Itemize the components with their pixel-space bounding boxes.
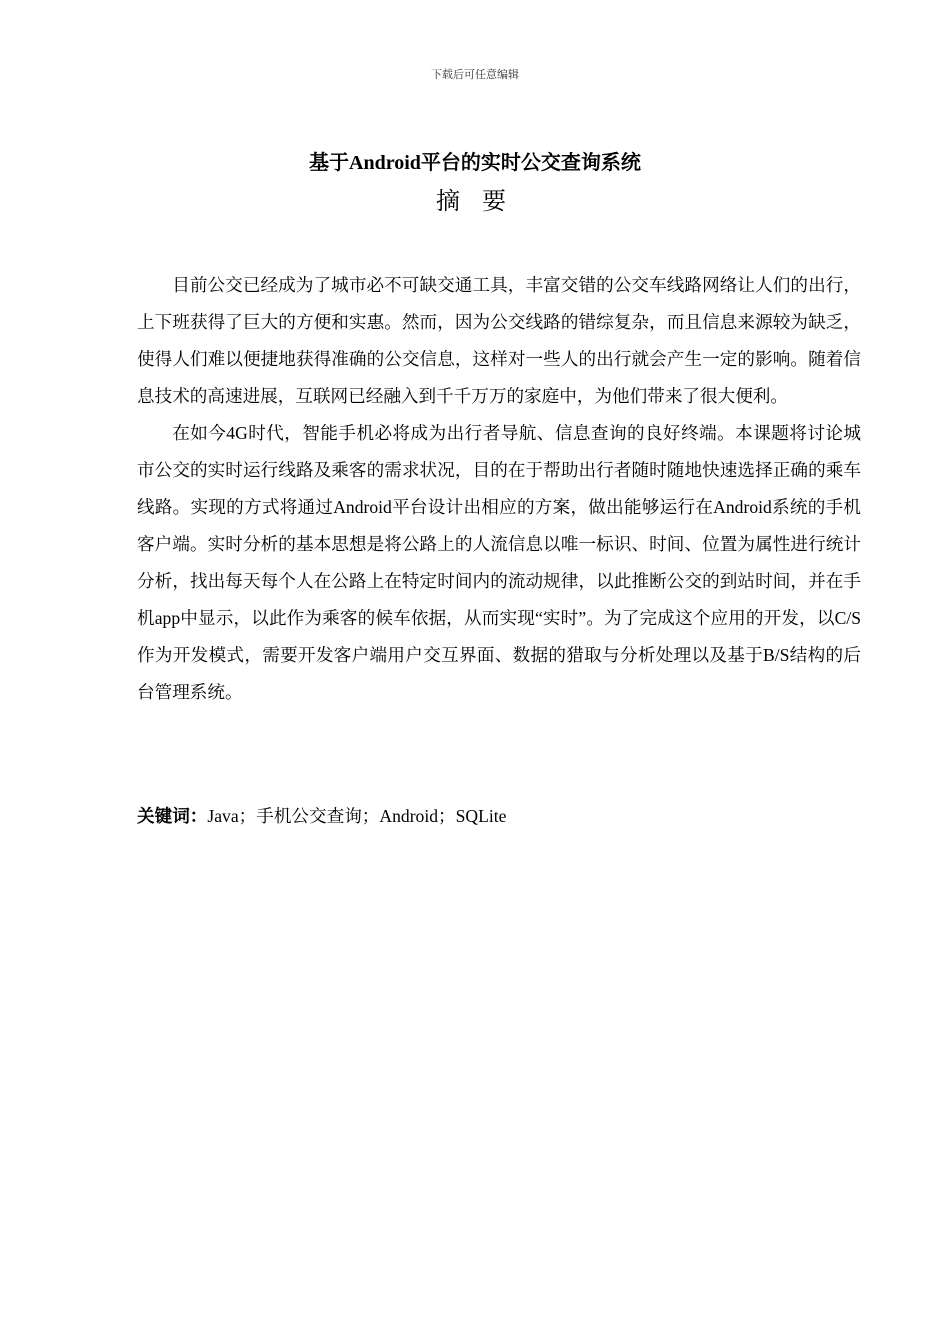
keywords-label: 关键词： (137, 806, 208, 826)
abstract-paragraph-2: 在如今4G时代，智能手机必将成为出行者导航、信息查询的良好终端。本课题将讨论城市公交的实时运行线路及乘客的需求状况，目的在于帮助出行者随时随地快速选择正确的乘车线路。实现的方式将通过Android平台设计出相应的方案，做出能够运行在Android系统的手机客户端。实时分析的基本思想是将公路上的人流信息以唯一标识、时间、位置为属性进行统计分析，找出每天每个人在公路上在特定时间内的流动规律，以此推断公交的到站时间，并在手机app中显示，以此作为乘客的候车依据，从而实现“实时”。为了完成这个应用的开发，以C/S作为开发模式，需要开发客户端用户交互界面、数据的猎取与分析处理以及基于B/S结构的后台管理系统。 (137, 423, 861, 702)
page-header-note: 下载后可任意编辑 (431, 69, 519, 81)
keywords-line (137, 801, 861, 831)
abstract-paragraph-1: 目前公交已经成为了城市必不可缺交通工具，丰富交错的公交车线路网络让人们的出行，上下班获得了巨大的方便和实惠。然而，因为公交线路的错综复杂，而且信息来源较为缺乏，使得人们难以便捷地获得准确的公交信息，这样对一些人的出行就会产生一定的影响。随着信息技术的高速进展，互联网已经融入到千千万万的家庭中，为他们带来了很大便利。 (137, 275, 861, 406)
abstract-heading: 摘 要 (436, 189, 514, 215)
abstract-body (137, 267, 861, 711)
document-title: 基于Android平台的实时公交查询系统 (309, 152, 641, 174)
keywords-value: Java；手机公交查询；Android；SQLite (207, 806, 507, 826)
